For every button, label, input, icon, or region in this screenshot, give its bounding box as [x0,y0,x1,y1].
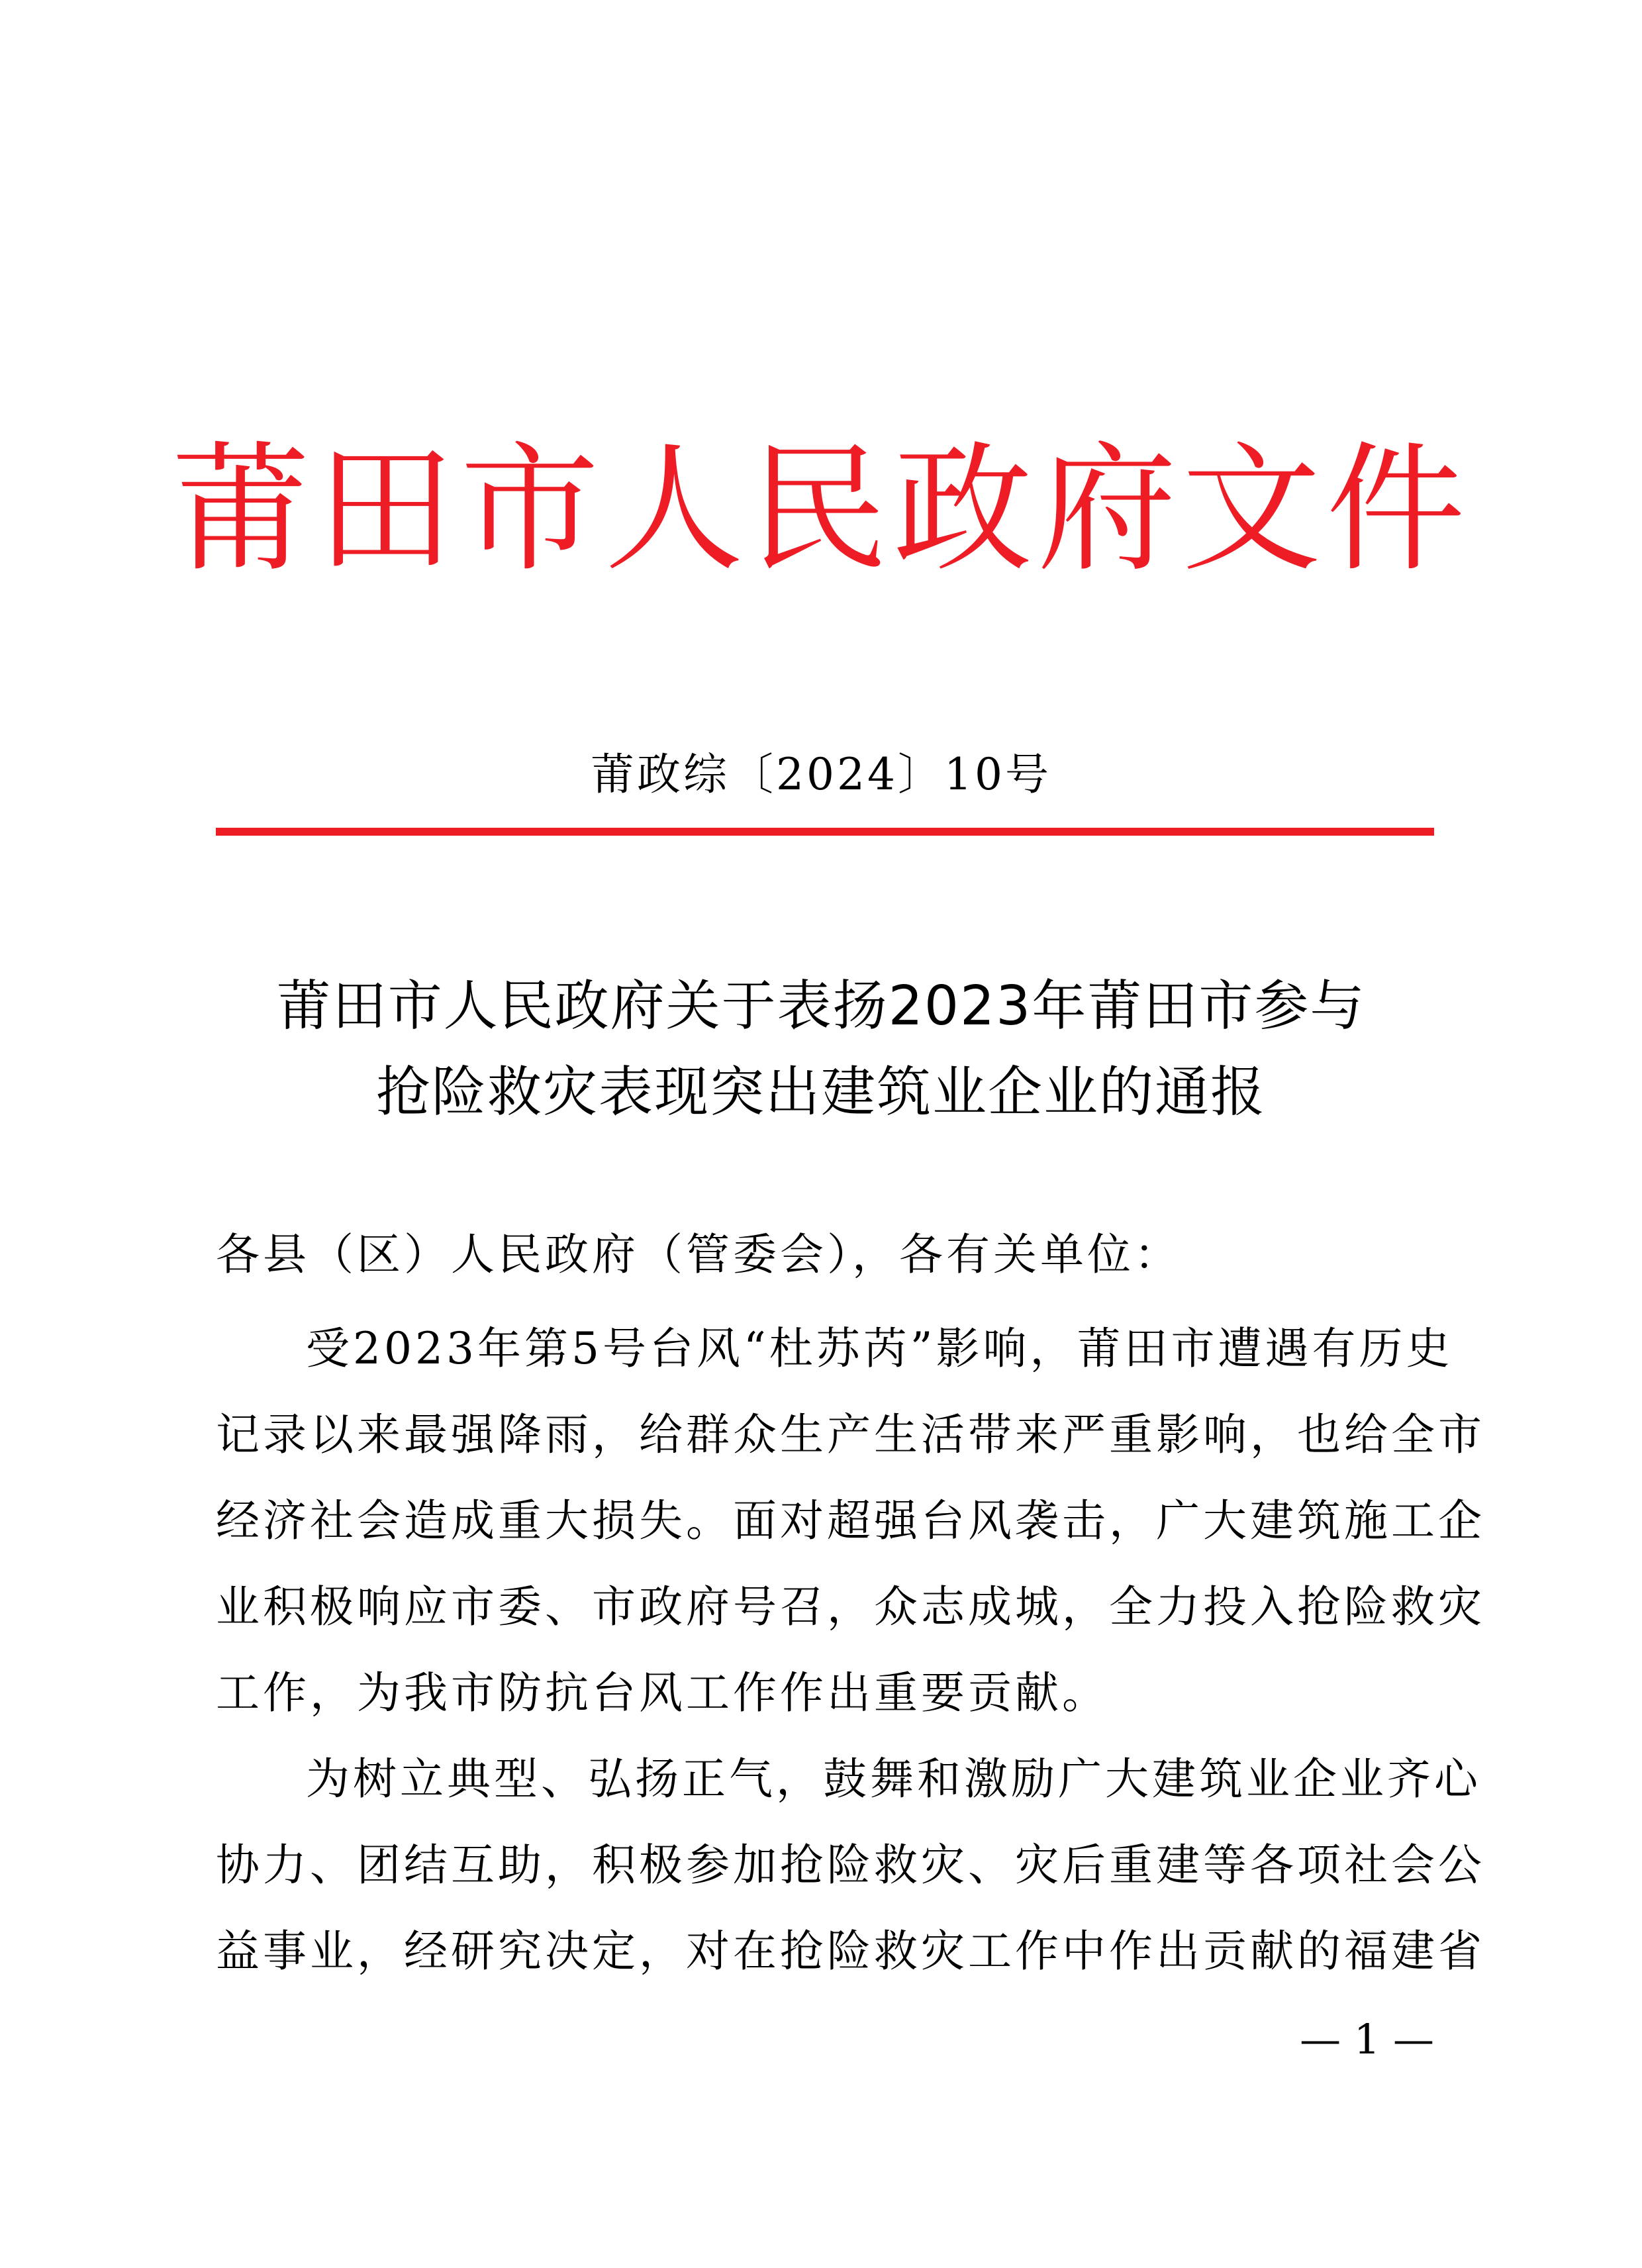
body-line: 记录以来最强降雨，给群众生产生活带来严重影响，也给全市 [216,1409,1485,1460]
masthead-title: 莆田市人民政府文件 [171,428,1471,591]
body-line: 为树立典型、弘扬正气，鼓舞和激励广大建筑业企业齐心 [306,1753,1481,1804]
body-line: 协力、团结互助，积极参加抢险救灾、灾后重建等各项社会公 [216,1840,1485,1891]
red-divider-line [216,828,1434,836]
document-title [0,963,1642,1136]
document-number: 莆政综〔2024〕10号 [591,749,1051,800]
addressee: 各县（区）人民政府（管委会），各有关单位： [216,1229,1181,1280]
document-body [216,1306,1485,1995]
document-title-line-2: 抢险救灾表现突出建筑业企业的通报 [375,1061,1266,1124]
page-number: — 1 — [1300,2015,1434,2063]
body-line: 经济社会造成重大损失。面对超强台风袭击，广大建筑施工企 [216,1495,1485,1546]
body-line: 业积极响应市委、市政府号召，众志成城，全力投入抢险救灾 [216,1581,1485,1632]
document-title-line-1: 莆田市人民政府关于表扬2023年莆田市参与 [276,975,1366,1038]
body-line: 益事业，经研究决定，对在抢险救灾工作中作出贡献的福建省 [216,1926,1485,1977]
body-line: 受2023年第5号台风“杜苏芮”影响，莆田市遭遇有历史 [306,1323,1453,1374]
body-line: 工作，为我市防抗台风工作作出重要贡献。 [216,1667,1109,1718]
